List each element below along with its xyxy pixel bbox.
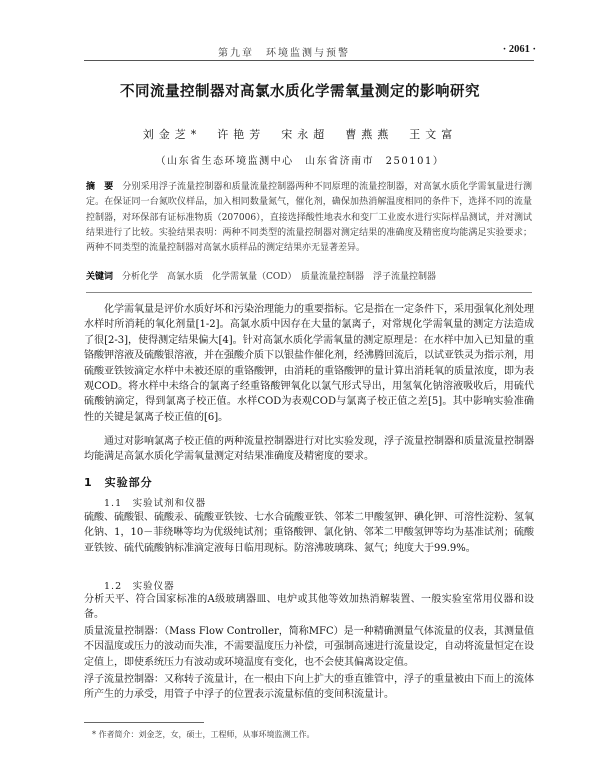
abstract-text: 分别采用浮子流量控制器和质量流量控制器两种不同原理的流量控制器，对高氯水质化学需氧量进行测定。在保证同一台氮吹仪样品，加入相同数量氮气，催化剂，确保加热消解温度相同的条件下，选择不同的流量控制器，对环保部有证标准物质（207006），直接选择酸性地表水和变厂工业废水进行实际样品测试，并对测试结果进行了比较。实验结果表明：两种不同类型的流量控制器对测定结果的准确度及精密度均能满足实验要求；两种不同类型的流量控制器对高氯水质样品的测定结果亦无显著差异。 [86, 182, 532, 254]
author-list: 刘金芝* 许艳芳 宋永超 曹燕燕 王文富 [142, 128, 458, 141]
mfc-paragraph: 质量流量控制器：（Mass Flow Controller，简称MFC）是一种精确测量气体流量的仪表，其测量值不因温度或压力的波动而失准，不需要温度压力补偿，可强制高速进行流量设定，自动将流量恒定在设定值上，即使系统压力有波动或环境温度有变化，也不会使其偏离设定值。 [84, 626, 534, 668]
purpose-paragraph: 通过对影响氯离子校正值的两种流量控制器进行对比实验发现，浮子流量控制器和质量流量控制器均能满足高氯水质化学需氧量测定对结果准确度及精密度的要求。 [84, 436, 534, 463]
instrument-paragraph: 分析天平、符合国家标准的A级玻璃器皿、电炉或其他等效加热消解装置、一般实验室常用仪器和设备。 [84, 594, 534, 621]
footnote-rule [84, 722, 204, 723]
affiliation: （山东省生态环境监测中心 山东省济南市 250101） [155, 156, 445, 167]
subsection-heading-1-1: 1.1 实验试剂和仪器 [104, 498, 207, 509]
footnote: * 作者简介：刘金芝，女，硕士，工程师，从事环境监测工作。 [92, 730, 315, 739]
keywords-label: 关键词 [86, 272, 114, 282]
keywords [86, 270, 532, 285]
keywords-text: 分析化学 高氯水质 化学需氧量（COD） 质量流量控制器 浮子流量控制器 [122, 272, 437, 282]
abstract [86, 180, 532, 256]
intro-paragraph: 化学需氧量是评价水质好坏和污染治理能力的重要指标。它是指在一定条件下，采用强氧化剂处理水样时所消耗的氧化剂量[1-2]。高氯水质中因存在大量的氯离子，对常规化学需氧量的测定方法造成了很[2-3]，使得测定结果偏大[4]。针对高氯水质化学需氧量的测定原理是：在水样中加入已知量的重铬酸钾溶液及硫酸银溶液，并在强酸介质下以银盐作催化剂，经沸腾回流后，以试亚铁灵为指示剂，用硫酸亚铁铵滴定水样中未被还原的重铬酸钾，由消耗的重铬酸钾的量计算出消耗氧的质量浓度，即为表观COD。将水样中未络合的氯离子经重铬酸钾氧化以氯气形式导出，用氢氧化钠溶液吸收后，用硫代硫酸钠滴定，得到氯离子校正值。水样COD为表观COD与氯离子校正值之差[5]。其中影响实验准确性的关键是氯离子校正值的[6]。 [84, 304, 534, 423]
article-title: 不同流量控制器对高氯水质化学需氧量测定的影响研究 [120, 84, 480, 100]
abstract-label: 摘 要 [86, 182, 114, 192]
float-meter-paragraph: 浮子流量控制器：又称转子流量计，在一根由下向上扩大的垂直锥管中，浮子的重量被由下而上的流体所产生的力承受，用管子中浮子的位置表示流量标值的变间积流量计。 [84, 674, 534, 701]
header-rule [84, 60, 534, 61]
subsection-heading-1-2: 1.2 实验仪器 [104, 581, 175, 592]
abstract-divider [86, 292, 532, 293]
reagents-paragraph: 硫酸、硫酸银、硫酸汞、硫酸亚铁铵、七水合硫酸亚铁、邻苯二甲酸氢钾、碘化钾、可溶性淀粉、氢氧化钠、1，10－菲绕啉等均为优级纯试剂；重铬酸钾、氯化钠、邻苯二甲酸氢钾等均为基准试剂；硫酸亚铁铵、硫代硫酸钠标准滴定液每日临用现标。防溶沸玻璃珠、氮气；纯度大于99.9%。 [84, 512, 534, 554]
running-header: 第九章 环境监测与预警 [218, 48, 350, 59]
page-number: · 2061 · [502, 44, 536, 55]
section-heading: 1 实验部分 [84, 476, 153, 489]
